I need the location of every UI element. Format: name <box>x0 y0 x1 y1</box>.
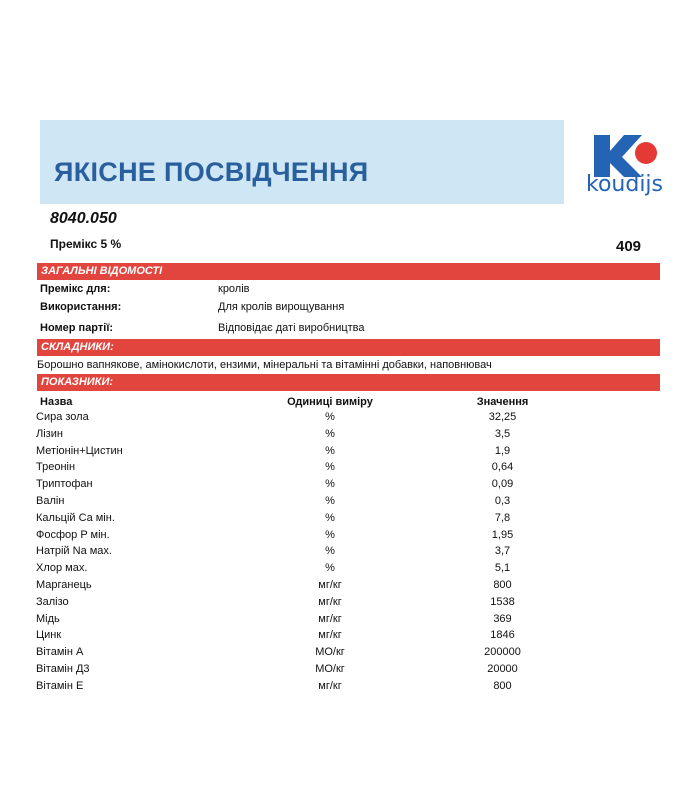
section-general-heading: ЗАГАЛЬНІ ВІДОМОСТІ <box>37 263 660 280</box>
indicator-value: 1846 <box>490 629 515 641</box>
document-title: ЯКІСНЕ ПОСВІДЧЕННЯ <box>54 157 369 187</box>
logo-text: koudijs <box>586 172 664 197</box>
indicator-unit: % <box>325 445 335 457</box>
indicator-value: 800 <box>493 579 512 591</box>
indicator-name: Вітамін Д3 <box>36 663 90 675</box>
indicator-value: 1538 <box>490 596 515 608</box>
indicator-value: 1,95 <box>491 529 514 541</box>
indicator-name: Цинк <box>36 629 62 641</box>
indicator-value: 800 <box>493 680 512 692</box>
indicator-name: Мідь <box>36 613 60 625</box>
indicator-value: 1,9 <box>494 445 511 457</box>
indicator-name: Сира зола <box>36 411 89 423</box>
indicator-name: Метіонін+Цистин <box>36 445 123 457</box>
general-label-premix-for: Премікс для: <box>40 283 111 295</box>
general-value-batch: Відповідає даті виробництва <box>218 322 365 334</box>
section-composition-heading: СКЛАДНИКИ: <box>37 339 660 356</box>
indicator-unit: % <box>325 529 335 541</box>
indicator-value: 0,64 <box>491 461 514 473</box>
indicator-value: 200000 <box>484 646 521 658</box>
indicator-name: Натрій Na мах. <box>36 545 112 557</box>
indicator-unit: мг/кг <box>318 680 342 692</box>
indicator-name: Залізо <box>36 596 69 608</box>
indicator-value: 32,25 <box>488 411 517 423</box>
indicator-value: 7,8 <box>494 512 511 524</box>
product-name: Премікс 5 % <box>50 237 122 251</box>
indicator-value: 5,1 <box>494 562 511 574</box>
document-number: 409 <box>616 238 642 255</box>
general-label-batch: Номер партії: <box>40 322 114 334</box>
indicator-name: Марганець <box>36 579 92 591</box>
indicator-value: 3,7 <box>494 545 511 557</box>
indicator-name: Лізин <box>36 428 63 440</box>
indicator-unit: % <box>325 545 335 557</box>
indicator-value: 20000 <box>487 663 518 675</box>
indicator-unit: % <box>325 495 335 507</box>
column-header-name: Назва <box>40 396 73 408</box>
indicator-name: Валін <box>36 495 65 507</box>
general-value-usage: Для кролів вирощування <box>218 301 345 313</box>
composition-text: Борошно вапнякове, амінокислоти, ензими, мінеральні та вітамінні добавки, наповнювач <box>37 359 492 371</box>
indicator-unit: % <box>325 512 335 524</box>
indicator-unit: мг/кг <box>318 629 342 641</box>
indicator-unit: МО/кг <box>315 646 345 658</box>
indicator-name: Треонін <box>36 461 76 473</box>
general-value-premix-for: кролів <box>218 283 250 295</box>
indicator-unit: МО/кг <box>315 663 345 675</box>
indicator-unit: % <box>325 478 335 490</box>
indicator-name: Триптофан <box>36 478 93 490</box>
indicator-name: Хлор мах. <box>36 562 88 574</box>
column-header-unit: Одиниці виміру <box>287 396 373 408</box>
indicator-unit: % <box>325 461 335 473</box>
indicator-unit: % <box>325 411 335 423</box>
indicator-name: Фосфор P мін. <box>36 529 110 541</box>
column-header-value: Значення <box>476 396 529 408</box>
indicator-name: Вітамін A <box>36 646 84 658</box>
indicator-unit: мг/кг <box>318 613 342 625</box>
indicator-value: 0,09 <box>491 478 514 490</box>
indicator-unit: мг/кг <box>318 579 342 591</box>
general-label-usage: Використання: <box>40 301 122 313</box>
indicator-unit: % <box>325 428 335 440</box>
product-code: 8040.050 <box>50 210 117 227</box>
indicator-unit: % <box>325 562 335 574</box>
section-indicators-heading: ПОКАЗНИКИ: <box>37 374 660 391</box>
indicator-unit: мг/кг <box>318 596 342 608</box>
indicator-value: 0,3 <box>494 495 511 507</box>
indicator-name: Кальцій Ca мін. <box>36 512 115 524</box>
indicator-value: 3,5 <box>494 428 511 440</box>
indicator-value: 369 <box>493 613 512 625</box>
indicator-name: Вітамін E <box>36 680 84 692</box>
